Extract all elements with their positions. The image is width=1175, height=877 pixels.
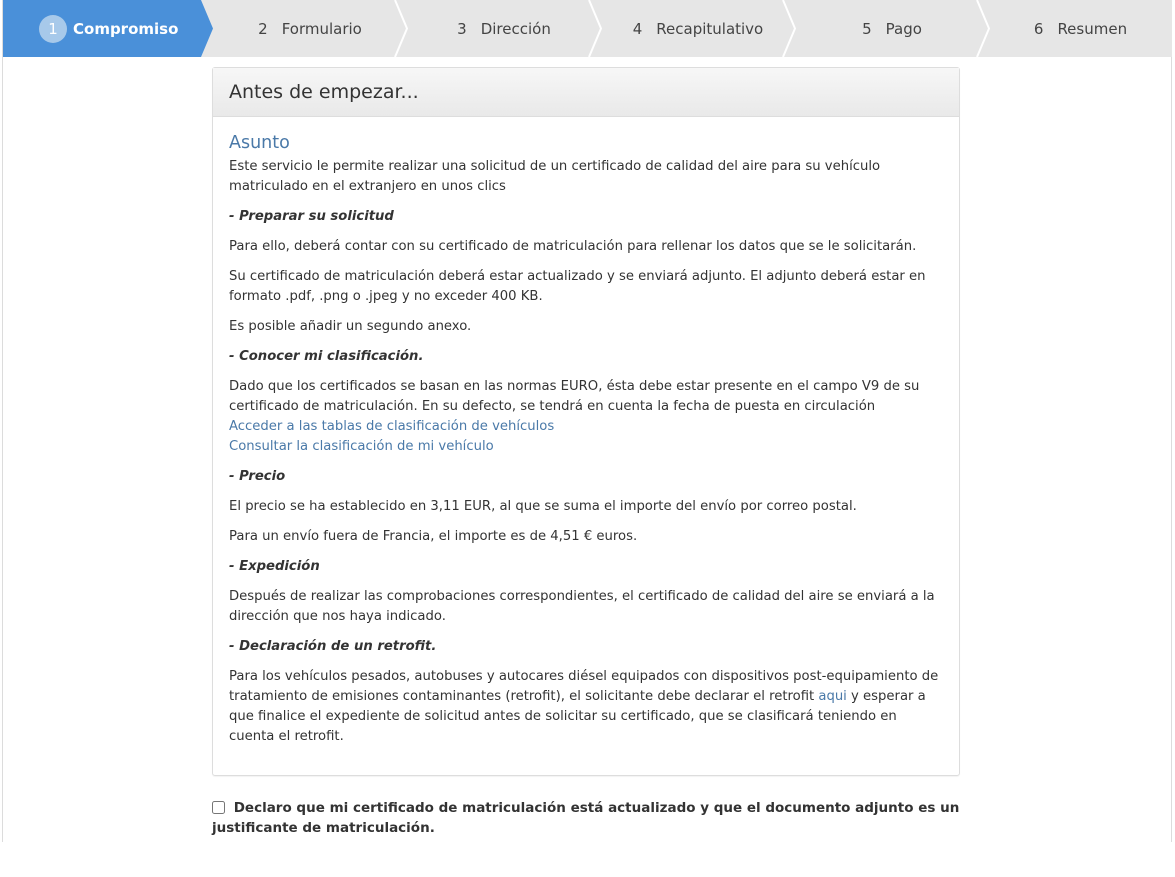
paragraph: El precio se ha establecido en 3,11 EUR, al que se suma el importe del envío por correo postal. (229, 499, 857, 514)
step-label: Dirección (480, 19, 551, 38)
classification-tables-link[interactable]: Acceder a las tablas de clasificación de vehículos (229, 419, 555, 434)
step-recapitulativo[interactable] (601, 0, 795, 57)
paragraph: Para un envío fuera de Francia, el importe es de 4,51 € euros. (229, 529, 638, 544)
step-compromiso[interactable] (3, 0, 203, 57)
classification-links (229, 417, 943, 457)
section-heading-classification: - Conocer mi clasificación. (229, 349, 424, 364)
subject-heading: Asunto (229, 133, 290, 153)
step-label: Recapitulativo (656, 19, 764, 38)
step-number: 6 (1033, 19, 1044, 38)
step-pago[interactable] (795, 0, 989, 57)
panel-title: Antes de empezar... (213, 68, 959, 117)
step-number: 1 (39, 15, 67, 43)
declaration-row (212, 798, 962, 838)
retrofit-paragraph (229, 667, 943, 747)
step-resumen[interactable] (989, 0, 1172, 57)
paragraph: Para ello, deberá contar con su certificado de matriculación para rellenar los datos que se le solicitarán. (229, 239, 917, 254)
declaration-checkbox[interactable] (212, 801, 225, 814)
info-panel (212, 67, 960, 776)
step-number: 3 (457, 19, 467, 38)
section-heading-retrofit: - Declaración de un retrofit. (229, 639, 437, 654)
intro-text: Este servicio le permite realizar una solicitud de un certificado de calidad del aire para su vehículo matriculado en el extranjero en unos clics (229, 159, 881, 194)
step-number: 4 (632, 19, 643, 38)
paragraph: Dado que los certificados se basan en las normas EURO, ésta debe estar presente en el campo V9 de su certificado de matriculación. En su defecto, se tendrá en cuenta la fecha de puesta en circulación (229, 379, 920, 414)
panel-body (213, 117, 959, 747)
step-label: Compromiso (73, 19, 179, 38)
my-classification-link[interactable]: Consultar la clasificación de mi vehículo (229, 439, 494, 454)
progress-stepper (3, 0, 1172, 57)
paragraph: Es posible añadir un segundo anexo. (229, 319, 472, 334)
section-heading-prepare: - Preparar su solicitud (229, 209, 394, 224)
retrofit-text: y esperar a que finalice el expediente de solicitud antes de solicitar su certificado, que se clasificará teniendo en cuenta el retrofit. (229, 689, 926, 744)
paragraph: Después de realizar las comprobaciones correspondientes, el certificado de calidad del aire se enviará a la dirección que nos haya indicado. (229, 589, 935, 624)
step-number: 2 (258, 19, 268, 38)
step-label: Resumen (1057, 19, 1128, 38)
step-label: Pago (885, 19, 922, 38)
retrofit-link[interactable]: aqui (818, 689, 847, 704)
step-number: 5 (862, 19, 872, 38)
section-heading-price: - Precio (229, 469, 286, 484)
step-formulario[interactable] (213, 0, 407, 57)
declaration-text: Declaro que mi certificado de matriculación está actualizado y que el documento adjunto es un justificante de matriculación. (212, 800, 960, 836)
retrofit-text: Para los vehículos pesados, autobuses y autocares diésel equipados con dispositivos post-equipamiento de tratamiento de emisiones contaminantes (retrofit), el solicitante debe declarar el retrofit (229, 669, 939, 704)
step-direccion[interactable] (407, 0, 601, 57)
section-heading-expedition: - Expedición (229, 559, 320, 574)
paragraph: Su certificado de matriculación deberá estar actualizado y se enviará adjunto. El adjunto deberá estar en formato .pdf, .png o .jpeg y no exceder 400 KB. (229, 269, 926, 304)
declaration-label[interactable] (212, 800, 959, 836)
step-label: Formulario (281, 19, 362, 38)
